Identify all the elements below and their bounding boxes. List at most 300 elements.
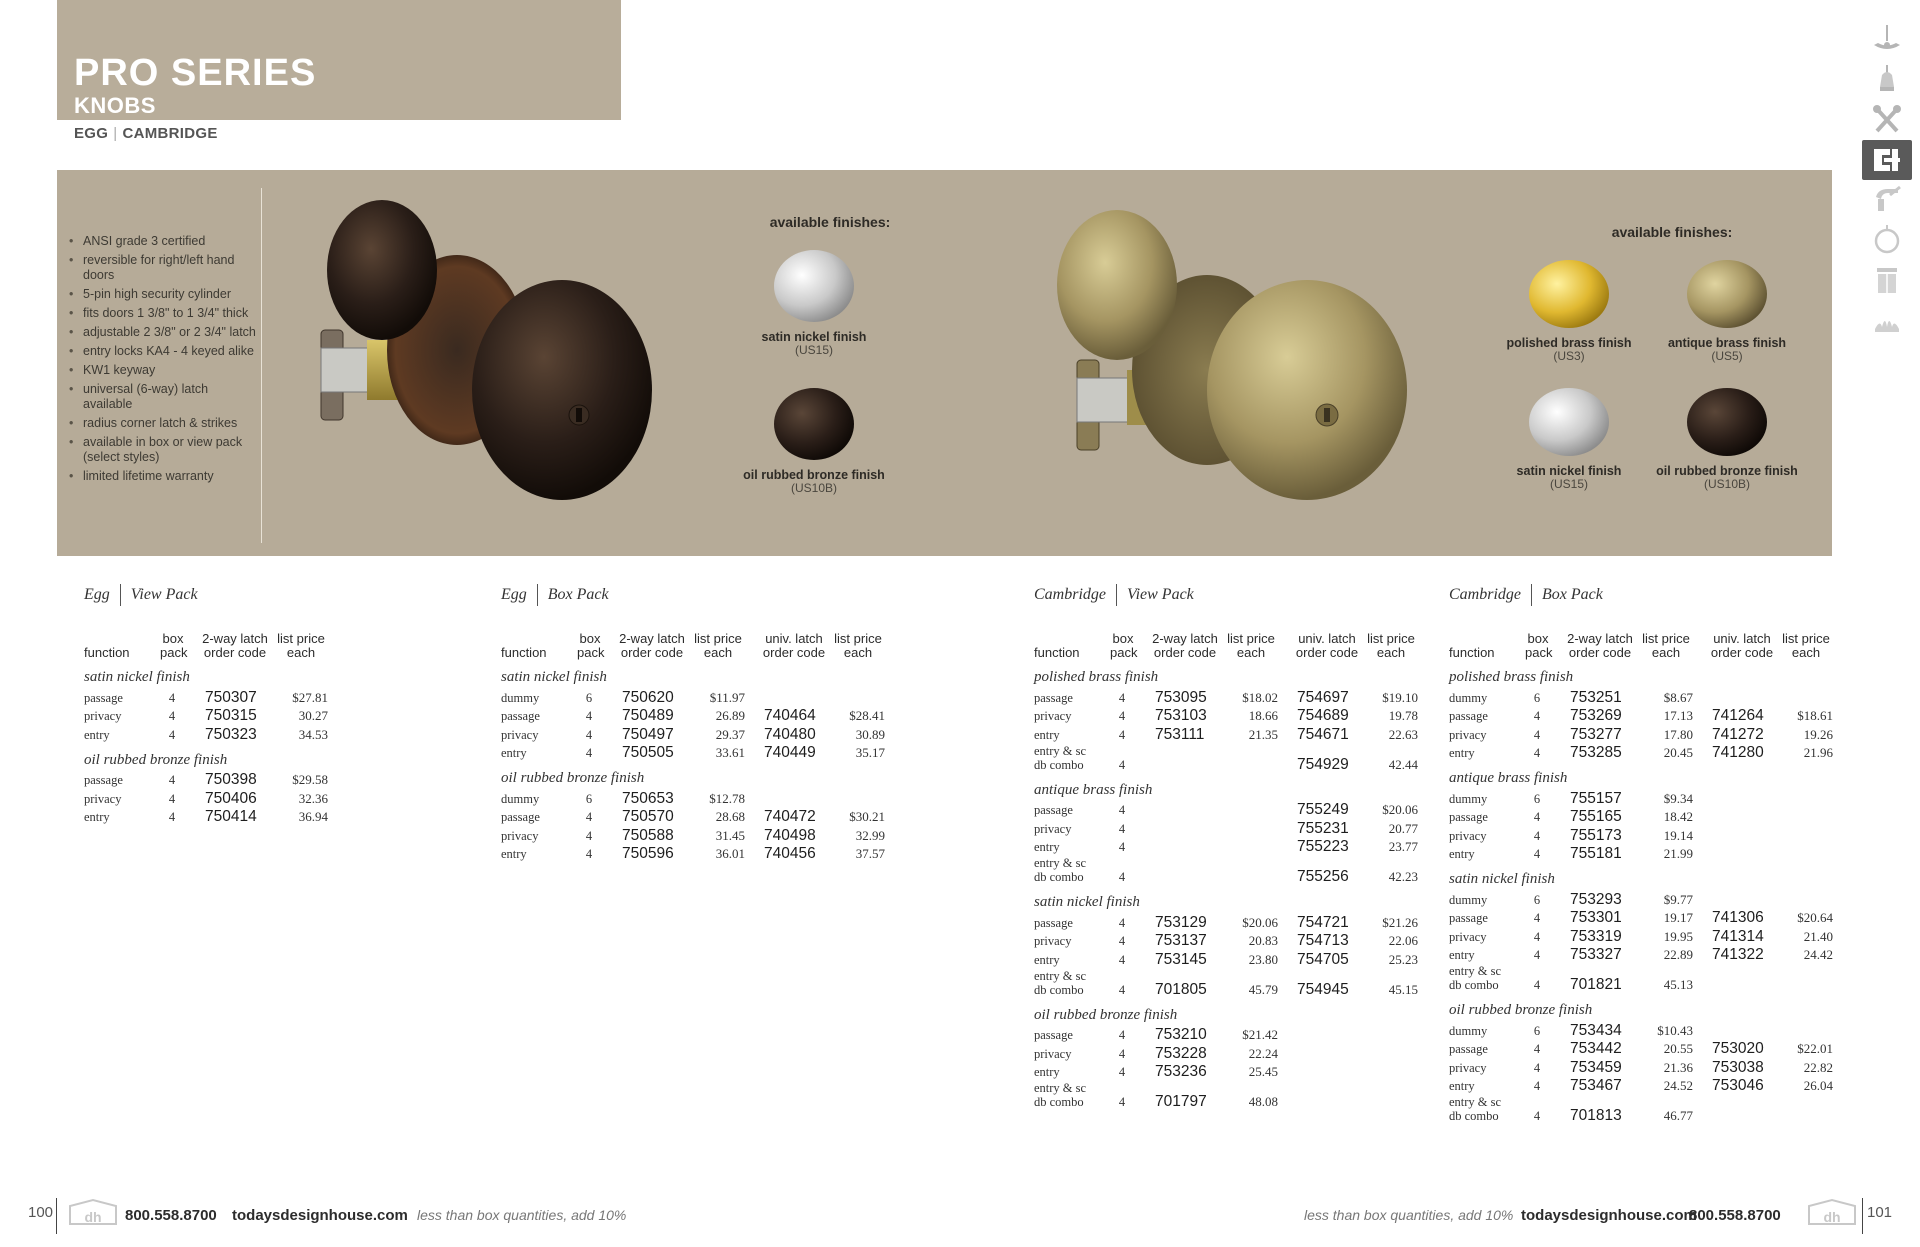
col-header-line: 2-way latch [619, 631, 685, 646]
finish-cambridge-antique-brass[interactable] [1642, 256, 1812, 363]
cell-univ-order-code[interactable]: 740480 [764, 725, 816, 743]
table-cambridge-box-pack [1449, 584, 1869, 1124]
cell-order-code[interactable]: 750414 [205, 808, 257, 825]
cell-box-pack: 4 [585, 810, 593, 824]
cell-function [1034, 953, 1060, 967]
col-header-line: list price [1227, 631, 1275, 646]
col-header-line: each [1651, 645, 1681, 660]
cell-list-price: 30.27 [298, 708, 328, 723]
cell-order-code[interactable]: 755157 [1570, 789, 1622, 807]
cell-box-pack: 4 [1118, 1046, 1126, 1061]
cell-univ-order-code[interactable]: 740456 [764, 845, 816, 862]
cell-order-code[interactable]: 753434 [1570, 1021, 1622, 1039]
col-header-univ-price [1771, 632, 1841, 660]
finish-group [1034, 781, 1454, 886]
function-line: privacy [501, 727, 539, 742]
table-row [1449, 908, 1869, 927]
finish-group-title: satin nickel finish [501, 669, 607, 685]
cell-order-code[interactable]: 750596 [622, 845, 674, 862]
cell-univ-list-price: 21.40 [1803, 928, 1833, 944]
cell-list-price: 18.66 [1248, 708, 1278, 723]
footer-divider-left [56, 1198, 57, 1234]
title-block [57, 0, 621, 120]
col-header-line: each [286, 645, 316, 660]
feature-item: • 5-pin high security cylinder [69, 287, 259, 302]
table-row [1449, 926, 1869, 945]
function-line: passage [1449, 911, 1488, 925]
cell-order-code[interactable]: 755181 [1570, 845, 1622, 862]
feature-item: • available in box or view pack (select styles) [69, 435, 259, 465]
finish-group [1034, 893, 1454, 998]
finish-egg-oil-rubbed-bronze[interactable] [729, 382, 899, 495]
cabinet-icon[interactable] [1862, 260, 1912, 300]
col-header-function: function [1449, 645, 1495, 660]
function-line: dummy [501, 690, 540, 705]
footer-note-right: less than box quantities, add 10% [1304, 1207, 1514, 1223]
cell-order-code[interactable]: 753442 [1570, 1040, 1622, 1057]
cell-list-price: 32.36 [298, 790, 328, 806]
col-header-univ-latch [1287, 632, 1367, 660]
cell-box-pack: 6 [585, 690, 593, 705]
cell-list-price: 19.17 [1663, 910, 1693, 925]
cell-function [1034, 1065, 1060, 1079]
cell-box-pack: 4 [1533, 847, 1541, 861]
finish-code: (US5) [1711, 349, 1743, 363]
cambridge-finishes-title: available finishes: [1611, 224, 1733, 240]
cell-list-price: 17.80 [1663, 726, 1693, 742]
cell-box-pack: 6 [1533, 690, 1541, 705]
column-headers [1034, 620, 1454, 660]
table-row [501, 706, 921, 725]
table-row [1034, 743, 1454, 773]
cell-univ-order-code[interactable]: 754945 [1297, 980, 1349, 998]
cell-function [84, 691, 123, 705]
cell-list-price: 20.45 [1663, 745, 1693, 760]
col-header-line: 2-way latch [1152, 631, 1218, 646]
finish-group [84, 668, 384, 743]
finish-cambridge-oil-rubbed-bronze[interactable] [1642, 384, 1812, 491]
feature-item: • reversible for right/left hand doors [69, 253, 259, 283]
breadcrumb-cambridge[interactable]: CAMBRIDGE [122, 125, 218, 142]
function-line: db combo [1034, 1095, 1084, 1109]
cell-univ-order-code[interactable]: 754721 [1297, 913, 1349, 931]
cell-univ-order-code[interactable]: 741280 [1712, 744, 1764, 761]
cell-function [84, 810, 110, 824]
cell-list-price: 22.24 [1248, 1045, 1278, 1061]
function-line: dummy [1449, 892, 1488, 907]
cell-box-pack: 4 [1533, 948, 1541, 962]
cell-order-code[interactable]: 753137 [1155, 932, 1207, 949]
cell-box-pack: 4 [1118, 709, 1126, 723]
cell-order-code[interactable]: 701805 [1155, 980, 1207, 998]
cell-function [501, 829, 538, 843]
cell-list-price: 20.83 [1248, 933, 1278, 948]
cell-univ-list-price: 25.23 [1388, 951, 1418, 967]
svg-text:dh: dh [84, 1209, 102, 1225]
model-name: Egg [84, 586, 110, 603]
table-row [1034, 706, 1454, 725]
cell-order-code[interactable]: 753145 [1155, 950, 1207, 968]
cell-order-code[interactable]: 753285 [1570, 744, 1622, 761]
cell-order-code[interactable]: 750406 [205, 789, 257, 807]
pack-type: View Pack [130, 586, 198, 603]
cell-box-pack: 4 [168, 810, 176, 824]
cell-function [1034, 1028, 1073, 1042]
cell-list-price: 24.52 [1663, 1078, 1693, 1093]
table-row [1034, 1062, 1454, 1081]
cell-function [84, 792, 121, 806]
function-line: dummy [1449, 690, 1488, 705]
cell-box-pack: 4 [168, 773, 176, 787]
cell-function [1034, 1081, 1086, 1109]
footer-website-left[interactable]: todaysdesignhouse.com [232, 1207, 408, 1224]
col-header-line: univ. latch [765, 631, 823, 646]
table-row [1034, 800, 1454, 819]
cell-order-code[interactable]: 753095 [1155, 688, 1207, 706]
finish-label: satin nickel finish [761, 330, 867, 344]
function-line: privacy [84, 709, 122, 723]
cell-univ-list-price: 19.26 [1803, 726, 1833, 742]
table-row [1034, 1025, 1454, 1044]
cell-univ-order-code[interactable]: 741272 [1712, 725, 1764, 743]
title-separator [120, 584, 121, 606]
table-row [1449, 743, 1869, 762]
footer-divider-right [1862, 1198, 1863, 1234]
cell-order-code[interactable]: 753467 [1570, 1077, 1622, 1094]
function-line: privacy [1034, 1046, 1072, 1061]
function-line: entry & sc [1449, 1095, 1502, 1109]
feature-list [69, 234, 259, 488]
finish-code: (US10B) [1703, 477, 1750, 491]
table-row [501, 807, 921, 826]
col-header-line: box [1527, 631, 1549, 646]
col-header-line: each [1236, 645, 1266, 660]
col-header-line: order code [620, 645, 684, 660]
cell-univ-order-code[interactable]: 740498 [764, 826, 816, 844]
cell-box-pack: 4 [1533, 1109, 1541, 1123]
cell-order-code[interactable]: 750323 [205, 725, 257, 743]
finish-group-title: antique brass finish [1034, 781, 1153, 798]
cell-order-code[interactable]: 753210 [1155, 1026, 1207, 1043]
function-line: entry & sc [1034, 856, 1087, 870]
table-row [84, 788, 384, 807]
feature-item: • radius corner latch & strikes [69, 416, 259, 431]
function-line: db combo [1034, 870, 1084, 884]
cell-function [1034, 856, 1086, 884]
title-separator [1531, 584, 1532, 606]
cell-univ-order-code[interactable]: 740472 [764, 808, 816, 825]
table-row [1449, 687, 1869, 706]
cell-list-price: 33.61 [715, 745, 745, 760]
function-line: entry [1034, 727, 1060, 742]
cell-box-pack: 6 [1533, 791, 1541, 806]
cell-order-code[interactable]: 750505 [622, 744, 674, 761]
cell-order-code[interactable]: 750653 [622, 789, 674, 807]
cell-function [1449, 911, 1488, 925]
cell-list-price: 31.45 [715, 827, 745, 843]
cell-order-code[interactable]: 701813 [1570, 1107, 1622, 1124]
breadcrumb-egg[interactable]: EGG [74, 125, 109, 142]
cell-function [84, 728, 110, 742]
cell-box-pack: 4 [1533, 1042, 1541, 1056]
cell-order-code[interactable]: 701821 [1570, 976, 1622, 993]
finish-cambridge-polished-brass[interactable] [1484, 256, 1654, 363]
mirror-icon[interactable] [1862, 220, 1912, 260]
finish-group [84, 751, 384, 826]
cell-univ-order-code[interactable]: 740449 [764, 744, 816, 761]
col-header-2way-latch [1145, 632, 1225, 660]
col-header-line: pack [577, 645, 605, 660]
function-line: entry [1034, 840, 1060, 854]
cell-order-code[interactable]: 750398 [205, 771, 257, 788]
table-row [1449, 1094, 1869, 1124]
cell-list-price: 18.42 [1663, 809, 1693, 824]
table-row [1449, 1057, 1869, 1076]
cell-order-code[interactable]: 750307 [205, 688, 257, 706]
col-header-list-price [683, 632, 753, 660]
cell-univ-order-code[interactable]: 741264 [1712, 707, 1764, 724]
table-egg-box-pack [501, 584, 921, 862]
function-line: dummy [501, 791, 540, 806]
cell-function [1034, 803, 1073, 817]
cell-univ-order-code[interactable]: 753046 [1712, 1077, 1764, 1094]
cell-function [1034, 840, 1060, 854]
lighting-icon[interactable] [1862, 60, 1912, 100]
cell-order-code[interactable]: 750620 [622, 688, 674, 706]
function-line: passage [1034, 915, 1073, 930]
ceiling-fan-icon[interactable] [1862, 20, 1912, 60]
faucet-icon[interactable] [1862, 180, 1912, 220]
cell-list-price: $21.42 [1242, 1027, 1278, 1042]
cell-univ-order-code[interactable]: 754705 [1297, 950, 1349, 968]
cell-order-code[interactable]: 753236 [1155, 1063, 1207, 1080]
function-line: dummy [1449, 1023, 1488, 1038]
cell-order-code[interactable]: 753277 [1570, 725, 1622, 743]
cell-function [501, 728, 538, 742]
table-row [1449, 1020, 1869, 1039]
function-line: passage [1449, 709, 1488, 723]
table-row [1034, 949, 1454, 968]
cell-univ-order-code[interactable]: 740464 [764, 707, 816, 724]
finish-egg-satin-nickel[interactable] [729, 244, 899, 357]
cell-univ-order-code[interactable]: 753020 [1712, 1040, 1764, 1057]
table-title [1034, 584, 1454, 606]
cell-list-price: $20.06 [1242, 914, 1278, 930]
cell-univ-order-code[interactable]: 741322 [1712, 946, 1764, 963]
page-subtitle: KNOBS [74, 93, 156, 118]
page-title: PRO SERIES [74, 52, 317, 94]
cell-box-pack: 4 [1118, 803, 1126, 817]
cell-univ-order-code[interactable]: 753038 [1712, 1058, 1764, 1076]
cell-list-price: $29.58 [292, 772, 328, 787]
table-row [1449, 1039, 1869, 1058]
cell-order-code[interactable]: 753129 [1155, 913, 1207, 931]
pack-type: Box Pack [1542, 586, 1603, 603]
col-header-line: 2-way latch [202, 631, 268, 646]
cell-order-code[interactable]: 750489 [622, 707, 674, 724]
footer-phone-right[interactable]: 800.558.8700 [1689, 1207, 1781, 1224]
cell-box-pack: 4 [168, 791, 176, 806]
finish-code: (US15) [794, 343, 833, 357]
tools-icon[interactable] [1862, 100, 1912, 140]
table-row [1034, 1080, 1454, 1110]
cell-order-code[interactable]: 753269 [1570, 707, 1622, 724]
cell-order-code[interactable]: 750588 [622, 826, 674, 844]
cell-order-code[interactable]: 750497 [622, 725, 674, 743]
cell-order-code[interactable]: 755173 [1570, 826, 1622, 844]
cell-function [1449, 792, 1487, 806]
cell-univ-list-price: $20.64 [1797, 910, 1833, 925]
col-header-line: list price [277, 631, 325, 646]
cell-univ-list-price: $19.10 [1382, 689, 1418, 705]
cell-list-price: 46.77 [1663, 1108, 1693, 1123]
cell-box-pack: 4 [168, 727, 176, 742]
cell-univ-order-code[interactable]: 741306 [1712, 909, 1764, 926]
cell-list-price: 48.08 [1248, 1094, 1278, 1109]
function-line: privacy [1449, 929, 1487, 944]
table-row [1034, 818, 1454, 837]
finish-code: (US10B) [790, 481, 837, 495]
function-line: privacy [1034, 934, 1072, 948]
cell-univ-order-code[interactable]: 754713 [1297, 932, 1349, 949]
cell-univ-list-price: 42.23 [1388, 869, 1418, 884]
cell-function [1449, 847, 1475, 861]
cell-list-price: 29.37 [715, 726, 745, 742]
cell-univ-order-code[interactable]: 755231 [1297, 819, 1349, 837]
function-line: entry [1449, 1079, 1475, 1093]
finish-group-title: satin nickel finish [1449, 871, 1555, 887]
table-row [1034, 855, 1454, 885]
title-separator [537, 584, 538, 606]
finish-cambridge-satin-nickel[interactable] [1484, 384, 1654, 491]
table-egg-view-pack [84, 584, 384, 825]
table-row [1449, 889, 1869, 908]
finish-group [1449, 870, 1869, 993]
function-line: entry & sc [1449, 964, 1502, 978]
table-row [1034, 1043, 1454, 1062]
cell-univ-order-code[interactable]: 755249 [1297, 801, 1349, 818]
cell-box-pack: 4 [1533, 727, 1541, 742]
finish-group-title: oil rubbed bronze finish [501, 770, 645, 786]
finish-group [1449, 769, 1869, 862]
cell-univ-list-price: 24.42 [1803, 947, 1833, 962]
finish-code: (US3) [1553, 349, 1585, 363]
cell-univ-order-code[interactable]: 755223 [1297, 838, 1349, 855]
cell-box-pack: 4 [585, 828, 593, 843]
col-header-line: list price [834, 631, 882, 646]
cell-list-price: 25.45 [1248, 1064, 1278, 1079]
section-tabs [1862, 20, 1912, 340]
antique-brass-swatch [1682, 256, 1772, 330]
finish-group [1449, 1001, 1869, 1124]
cell-univ-list-price: $30.21 [849, 809, 885, 824]
cell-order-code[interactable]: 755165 [1570, 808, 1622, 825]
cell-function [1449, 728, 1486, 742]
table-row [1449, 724, 1869, 743]
cell-order-code[interactable]: 753301 [1570, 909, 1622, 926]
cell-box-pack: 4 [585, 746, 593, 760]
finish-group-title: oil rubbed bronze finish [1449, 1002, 1593, 1018]
cell-order-code[interactable]: 750315 [205, 707, 257, 724]
function-line: entry [1034, 1065, 1060, 1079]
table-title [84, 584, 384, 606]
cell-box-pack: 4 [585, 727, 593, 742]
function-line: entry [501, 746, 527, 760]
cell-function [1449, 948, 1475, 962]
cell-univ-order-code[interactable]: 754697 [1297, 688, 1349, 706]
cell-univ-order-code[interactable]: 755256 [1297, 868, 1349, 885]
table-row [84, 687, 384, 706]
cell-order-code[interactable]: 753103 [1155, 707, 1207, 724]
pack-type: View Pack [1127, 586, 1194, 603]
col-header-line: list price [694, 631, 742, 646]
feature-item: • universal (6-way) latch available [69, 382, 259, 412]
cell-univ-order-code[interactable]: 754929 [1297, 755, 1349, 773]
cell-box-pack: 4 [1533, 929, 1541, 944]
cell-order-code[interactable]: 753327 [1570, 946, 1622, 963]
col-header-box-pack [1110, 632, 1136, 660]
function-line: privacy [1449, 828, 1487, 843]
table-row [1034, 837, 1454, 856]
cell-univ-order-code[interactable]: 741314 [1712, 927, 1764, 945]
cell-list-price: $11.97 [709, 689, 745, 705]
function-line: entry [1034, 952, 1060, 967]
cell-list-price: $18.02 [1242, 689, 1278, 705]
decor-icon[interactable] [1862, 300, 1912, 340]
cell-function [84, 709, 121, 723]
cell-order-code[interactable]: 753319 [1570, 927, 1622, 945]
cell-univ-order-code[interactable]: 754689 [1297, 707, 1349, 724]
table-row [501, 844, 921, 863]
finish-group [1449, 668, 1869, 761]
footer-website-right[interactable]: todaysdesignhouse.com [1521, 1207, 1697, 1224]
table-row [1034, 724, 1454, 743]
cell-list-price: $12.78 [709, 790, 745, 806]
table-row [1449, 963, 1869, 993]
cell-function [1449, 1061, 1486, 1075]
hardware-icon[interactable] [1862, 140, 1912, 180]
cell-order-code[interactable]: 753251 [1570, 688, 1622, 706]
function-line: entry & sc [1034, 968, 1087, 983]
oil-rubbed-bronze-swatch [1682, 384, 1772, 458]
function-line: dummy [1449, 791, 1488, 806]
table-row [501, 687, 921, 706]
cell-order-code[interactable]: 753111 [1155, 725, 1205, 743]
col-header-univ-latch [754, 632, 834, 660]
cell-order-code[interactable]: 753228 [1155, 1044, 1207, 1062]
feature-item: • adjustable 2 3/8" or 2 3/4" latch [69, 325, 259, 340]
col-header-line: pack [160, 645, 188, 660]
cell-list-price: 21.35 [1248, 726, 1278, 742]
cell-univ-order-code[interactable]: 754671 [1297, 725, 1349, 743]
cell-box-pack: 4 [585, 847, 593, 861]
product-banner [57, 170, 1832, 556]
cell-order-code[interactable]: 750570 [622, 808, 674, 825]
footer-phone-left[interactable]: 800.558.8700 [125, 1207, 217, 1224]
table-row [1034, 968, 1454, 998]
pack-type: Box Pack [547, 586, 609, 603]
function-line: entry [84, 727, 110, 742]
col-header-line: box [579, 631, 601, 646]
cell-order-code[interactable]: 753293 [1570, 890, 1622, 908]
cell-list-price: 45.79 [1248, 981, 1278, 997]
cell-univ-list-price: 20.77 [1388, 820, 1418, 836]
finish-label: polished brass finish [1506, 336, 1632, 350]
cell-box-pack: 6 [1533, 1023, 1541, 1038]
cell-order-code[interactable]: 701797 [1155, 1093, 1207, 1110]
cell-function [1034, 934, 1071, 948]
cell-order-code[interactable]: 753459 [1570, 1058, 1622, 1076]
